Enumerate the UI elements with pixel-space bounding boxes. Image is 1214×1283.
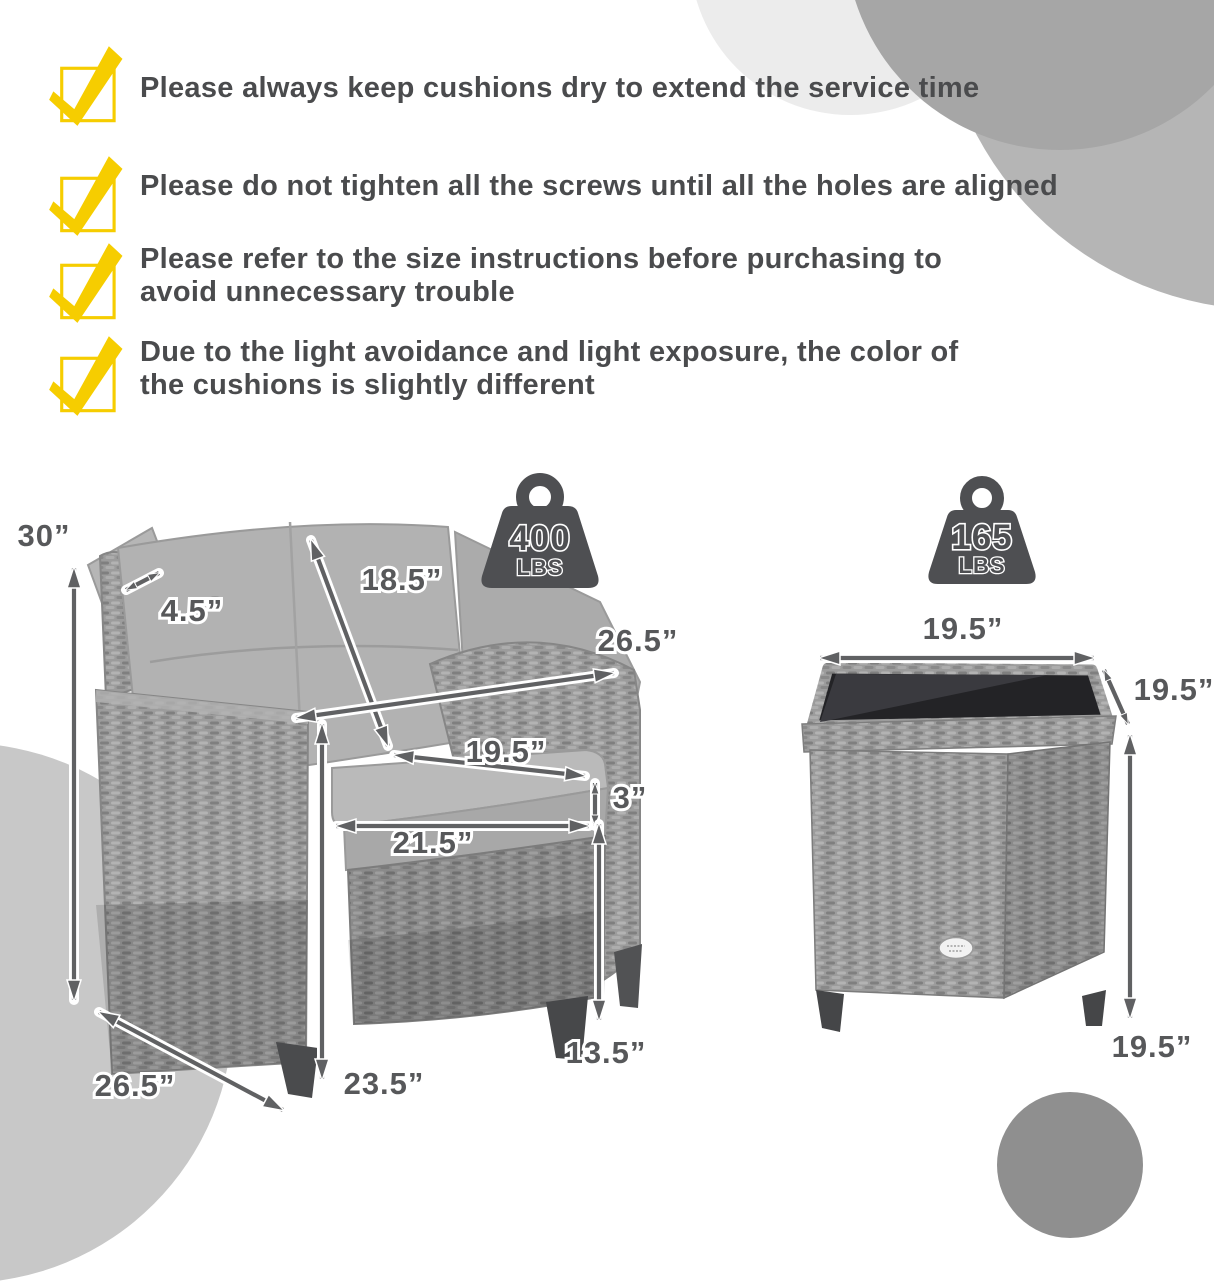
- chair-weight-capacity-icon: [481, 480, 598, 589]
- checkmark-icon: [46, 40, 134, 128]
- label-table-height: 19.5”: [1111, 1029, 1193, 1064]
- note-row-screws: [46, 150, 1058, 238]
- note-line: avoid unnecessary trouble: [140, 276, 515, 308]
- table-capacity-value: 165: [951, 518, 1013, 557]
- note-line: Please refer to the size instructions before purchasing to: [140, 243, 943, 275]
- note-text: [140, 170, 1058, 238]
- label-back-cushion: 18.5”: [361, 562, 443, 597]
- note-text: [140, 243, 942, 325]
- label-overall-depth: 26.5”: [94, 1068, 176, 1103]
- label-table-depth: 19.5”: [1133, 672, 1214, 707]
- weight-handle: [966, 482, 998, 514]
- table-weight-capacity-icon: [928, 482, 1035, 584]
- armrest-shading: [96, 900, 308, 1074]
- checkmark-icon: [46, 237, 134, 325]
- label-pillow-thickness: 4.5”: [160, 593, 224, 628]
- note-text: [140, 336, 959, 418]
- table-leg-right: [1082, 990, 1106, 1026]
- note-line: Please do not tighten all the screws until all the holes are aligned: [140, 170, 1058, 202]
- table-leg-left: [816, 990, 844, 1032]
- label-seat-depth: 19.5”: [465, 734, 547, 769]
- label-cushion-thickness: 3”: [612, 780, 648, 815]
- note-row-color-difference: [46, 330, 959, 418]
- chair-capacity-unit: LBS: [516, 555, 564, 580]
- note-line: Due to the light avoidance and light exposure, the color of: [140, 336, 959, 368]
- label-base-height: 23.5”: [343, 1066, 425, 1101]
- table-body-front: [810, 750, 1008, 998]
- note-line: the cushions is slightly different: [140, 369, 595, 401]
- note-row-size-instructions: [46, 237, 942, 325]
- note-row-keep-dry: [46, 40, 979, 128]
- note-text: [140, 72, 979, 128]
- label-overall-width: 26.5”: [597, 623, 679, 658]
- chair-leg-rear-right: [614, 944, 642, 1008]
- table-logo-badge: [939, 938, 973, 959]
- label-table-width: 19.5”: [922, 611, 1004, 646]
- label-seat-height: 13.5”: [565, 1035, 647, 1070]
- label-seat-width: 21.5”: [392, 825, 474, 860]
- chair-leg-front-left: [276, 1042, 318, 1098]
- side-table-illustration: [802, 668, 1116, 1032]
- table-body-side: [1004, 742, 1110, 998]
- chair-capacity-value: 400: [509, 519, 571, 558]
- label-chair-height: 30”: [17, 518, 71, 553]
- note-line: Please always keep cushions dry to extend the service time: [140, 72, 980, 104]
- table-capacity-unit: LBS: [958, 553, 1006, 578]
- checkmark-icon: [46, 150, 134, 238]
- checkmark-icon: [46, 330, 134, 418]
